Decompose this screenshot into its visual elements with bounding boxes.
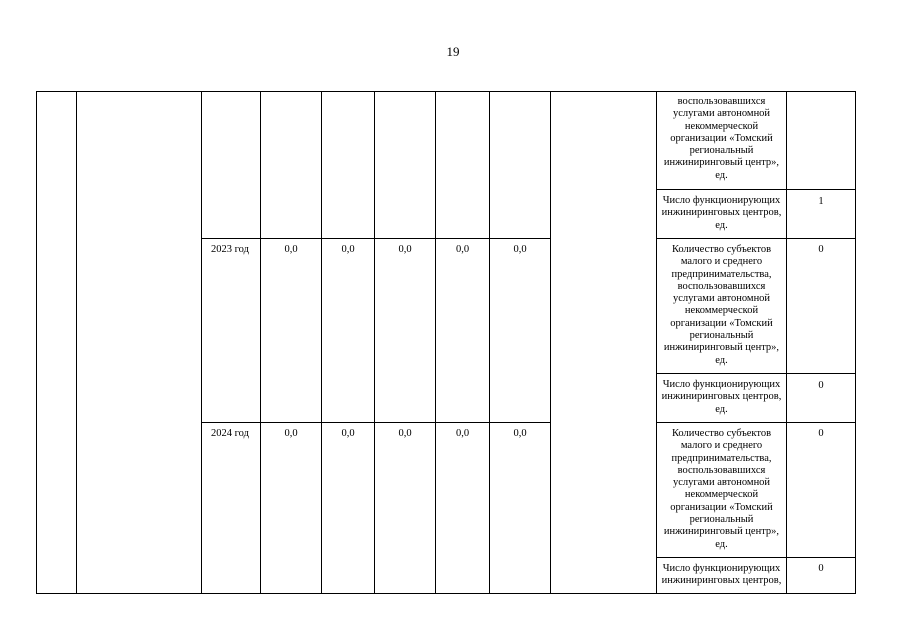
value-cell: 0,0 <box>398 428 412 439</box>
year-label: 2024 год <box>211 428 249 439</box>
indicator-value: 0 <box>818 244 824 255</box>
indicator-value: 0 <box>818 428 824 439</box>
indicator-value: 1 <box>818 196 824 207</box>
indicator-value: 0 <box>818 563 824 574</box>
indicator-value: 0 <box>818 380 824 391</box>
value-cell: 0,0 <box>455 428 470 439</box>
value-cell: 0,0 <box>398 244 412 255</box>
page-number: 19 <box>446 44 460 59</box>
value-cell: 0,0 <box>341 428 355 439</box>
value-cell: 0,0 <box>284 244 298 255</box>
value-cell: 0,0 <box>284 428 298 439</box>
value-cell: 0,0 <box>513 428 527 439</box>
value-cell: 0,0 <box>455 244 470 255</box>
value-cell: 0,0 <box>341 244 355 255</box>
indicator-text: Число функционирующих инжиниринговых центров, <box>661 563 782 587</box>
indicator-text: Число функционирующих инжиниринговых центров, ед. <box>661 195 782 231</box>
value-cell: 0,0 <box>513 244 527 255</box>
indicator-text: Число функционирующих инжиниринговых центров, ед. <box>661 379 782 415</box>
indicator-text: Количество субъектов малого и среднего предпринимательства, воспользовавшихся услугами автономной некоммерческой организации «Томский региональный инжиниринговый центр», ед. <box>663 428 780 550</box>
indicator-text: воспользовавшихся услугами автономной некоммерческой организации «Томский региональный инжиниринговый центр», ед. <box>663 96 780 181</box>
indicator-text: Количество субъектов малого и среднего предпринимательства, воспользовавшихся услугами автономной некоммерческой организации «Томский региональный инжиниринговый центр», ед. <box>663 244 780 366</box>
year-label: 2023 год <box>211 244 249 255</box>
